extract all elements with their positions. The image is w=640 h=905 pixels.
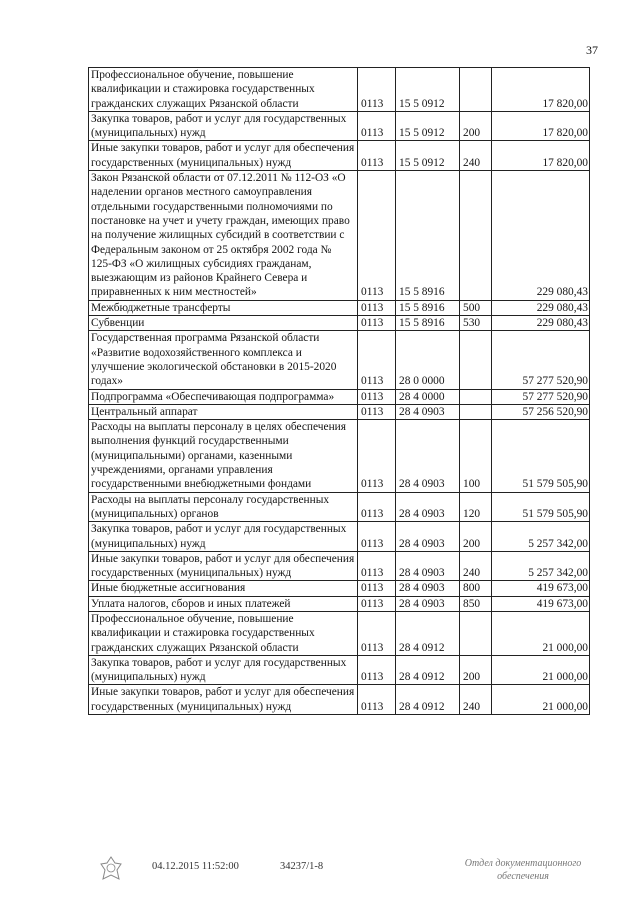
table-row — [89, 111, 590, 141]
cell-section: 0113 — [358, 655, 396, 685]
cell-expense-type: 500 — [460, 300, 492, 315]
cell-amount: 229 080,43 — [492, 300, 590, 315]
cell-name: Закон Рязанской области от 07.12.2011 № 112-ОЗ «О наделении органов местного самоуправления отдельными государственными полномочиями по постановке на учет и учету граждан, имеющих право на получение жилищных субсидий в соответствии с Федеральным законом от 25 октября 2002 года № 125-ФЗ «О жилищных субсидиях гражданам, выезжающим из районов Крайнего Севера и приравненных к ним местностей» — [89, 171, 358, 301]
cell-name: Расходы на выплаты персоналу в целях обеспечения выполнения функций государственными (муниципальными) органами, казенными учреждениями, органами управления государственными внебюджетными фондами — [89, 420, 358, 492]
cell-amount: 17 820,00 — [492, 68, 590, 112]
cell-amount: 21 000,00 — [492, 655, 590, 685]
department-stamp — [448, 857, 598, 883]
cell-target-article: 15 5 8916 — [396, 171, 460, 301]
table-row — [89, 389, 590, 404]
cell-target-article: 28 4 0903 — [396, 492, 460, 522]
cell-section: 0113 — [358, 492, 396, 522]
cell-target-article: 28 4 0903 — [396, 522, 460, 552]
cell-name: Профессиональное обучение, повышение квалификации и стажировка государственных гражданских служащих Рязанской области — [89, 611, 358, 655]
cell-target-article: 15 5 0912 — [396, 141, 460, 171]
stamp-line-2: обеспечения — [497, 871, 549, 882]
cell-target-article: 28 4 0903 — [396, 420, 460, 492]
cell-section: 0113 — [358, 551, 396, 581]
table-row — [89, 551, 590, 581]
table-row — [89, 420, 590, 492]
cell-expense-type — [460, 404, 492, 419]
table-row — [89, 141, 590, 171]
cell-target-article: 28 4 0912 — [396, 655, 460, 685]
cell-name: Иные закупки товаров, работ и услуг для обеспечения государственных (муниципальных) нужд — [89, 685, 358, 715]
cell-expense-type: 240 — [460, 685, 492, 715]
cell-section: 0113 — [358, 389, 396, 404]
cell-target-article: 15 5 8916 — [396, 300, 460, 315]
cell-target-article: 15 5 0912 — [396, 111, 460, 141]
table-row — [89, 655, 590, 685]
footer-timestamp: 04.12.2015 11:52:00 — [152, 861, 239, 872]
cell-amount: 51 579 505,90 — [492, 492, 590, 522]
cell-amount: 419 673,00 — [492, 596, 590, 611]
cell-expense-type: 850 — [460, 596, 492, 611]
cell-amount: 5 257 342,00 — [492, 522, 590, 552]
cell-name: Субвенции — [89, 316, 358, 331]
cell-section: 0113 — [358, 141, 396, 171]
cell-target-article: 28 4 0903 — [396, 581, 460, 596]
table-row — [89, 492, 590, 522]
cell-section: 0113 — [358, 685, 396, 715]
cell-section: 0113 — [358, 611, 396, 655]
cell-section: 0113 — [358, 300, 396, 315]
cell-amount: 57 277 520,90 — [492, 389, 590, 404]
cell-name: Подпрограмма «Обеспечивающая подпрограмма» — [89, 389, 358, 404]
cell-section: 0113 — [358, 581, 396, 596]
cell-section: 0113 — [358, 331, 396, 389]
cell-name: Закупка товаров, работ и услуг для государственных (муниципальных) нужд — [89, 522, 358, 552]
cell-section: 0113 — [358, 171, 396, 301]
cell-target-article: 15 5 0912 — [396, 68, 460, 112]
cell-amount: 229 080,43 — [492, 316, 590, 331]
cell-target-article: 28 0 0000 — [396, 331, 460, 389]
cell-name: Межбюджетные трансферты — [89, 300, 358, 315]
table-row — [89, 331, 590, 389]
table-row — [89, 68, 590, 112]
cell-amount: 51 579 505,90 — [492, 420, 590, 492]
cell-name: Центральный аппарат — [89, 404, 358, 419]
cell-section: 0113 — [358, 596, 396, 611]
cell-expense-type: 530 — [460, 316, 492, 331]
emblem-icon — [98, 855, 124, 883]
cell-amount: 21 000,00 — [492, 685, 590, 715]
cell-expense-type — [460, 331, 492, 389]
cell-amount: 21 000,00 — [492, 611, 590, 655]
cell-section: 0113 — [358, 316, 396, 331]
stamp-line-1: Отдел документационного — [464, 858, 582, 869]
cell-section: 0113 — [358, 68, 396, 112]
cell-name: Закупка товаров, работ и услуг для государственных (муниципальных) нужд — [89, 655, 358, 685]
table-row — [89, 685, 590, 715]
cell-expense-type: 100 — [460, 420, 492, 492]
cell-amount: 17 820,00 — [492, 141, 590, 171]
cell-expense-type — [460, 171, 492, 301]
cell-target-article: 28 4 0912 — [396, 611, 460, 655]
cell-amount: 57 277 520,90 — [492, 331, 590, 389]
cell-expense-type — [460, 68, 492, 112]
table-row — [89, 611, 590, 655]
cell-name: Расходы на выплаты персоналу государственных (муниципальных) органов — [89, 492, 358, 522]
cell-expense-type: 200 — [460, 522, 492, 552]
cell-name: Закупка товаров, работ и услуг для государственных (муниципальных) нужд — [89, 111, 358, 141]
cell-name: Иные закупки товаров, работ и услуг для обеспечения государственных (муниципальных) нужд — [89, 551, 358, 581]
cell-section: 0113 — [358, 522, 396, 552]
table-row — [89, 581, 590, 596]
cell-section: 0113 — [358, 404, 396, 419]
cell-name: Иные закупки товаров, работ и услуг для обеспечения государственных (муниципальных) нужд — [89, 141, 358, 171]
cell-amount: 5 257 342,00 — [492, 551, 590, 581]
cell-target-article: 28 4 0912 — [396, 685, 460, 715]
cell-amount: 419 673,00 — [492, 581, 590, 596]
table-row — [89, 404, 590, 419]
cell-expense-type: 800 — [460, 581, 492, 596]
budget-table — [88, 67, 590, 715]
table-row — [89, 522, 590, 552]
cell-target-article: 28 4 0000 — [396, 389, 460, 404]
table-row — [89, 316, 590, 331]
cell-expense-type: 240 — [460, 551, 492, 581]
cell-name: Профессиональное обучение, повышение квалификации и стажировка государственных гражданских служащих Рязанской области — [89, 68, 358, 112]
table-row — [89, 596, 590, 611]
page-number: 37 — [586, 43, 598, 57]
cell-amount: 17 820,00 — [492, 111, 590, 141]
cell-section: 0113 — [358, 111, 396, 141]
cell-target-article: 28 4 0903 — [396, 551, 460, 581]
cell-section: 0113 — [358, 420, 396, 492]
footer-doc-id: 34237/1-8 — [280, 861, 324, 872]
table-row — [89, 300, 590, 315]
cell-amount: 229 080,43 — [492, 171, 590, 301]
cell-expense-type: 200 — [460, 111, 492, 141]
cell-expense-type — [460, 611, 492, 655]
cell-name: Уплата налогов, сборов и иных платежей — [89, 596, 358, 611]
cell-expense-type: 120 — [460, 492, 492, 522]
cell-target-article: 15 5 8916 — [396, 316, 460, 331]
cell-name: Иные бюджетные ассигнования — [89, 581, 358, 596]
cell-target-article: 28 4 0903 — [396, 404, 460, 419]
cell-amount: 57 256 520,90 — [492, 404, 590, 419]
cell-expense-type — [460, 389, 492, 404]
table-row — [89, 171, 590, 301]
cell-expense-type: 200 — [460, 655, 492, 685]
cell-expense-type: 240 — [460, 141, 492, 171]
cell-name: Государственная программа Рязанской области «Развитие водохозяйственного комплекса и улучшение экологической обстановки в 2015-2020 годах» — [89, 331, 358, 389]
cell-target-article: 28 4 0903 — [396, 596, 460, 611]
